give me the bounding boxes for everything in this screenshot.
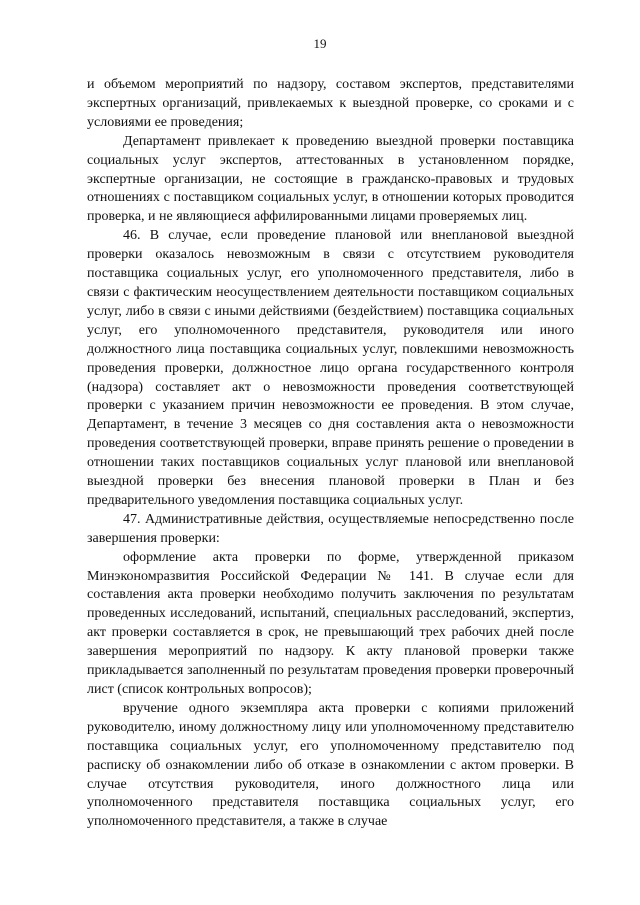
paragraph-act-delivery: вручение одного экземпляра акта проверки с копиями приложений руководителю, иному должностному лицу или уполномоченному представителю поставщика социальных услуг, его уполномоченному представителю под расписку об ознакомлении либо об отказе в ознакомлении с актом проверки. В случае отсутствия руководителя, иного должностного лица или уполномоченного представителя поставщика социальных услуг, его уполномоченного представителя, а также в случае [87,700,574,830]
page-number: 19 [313,36,327,51]
paragraph-item-47: 47. Административные действия, осуществляемые непосредственно после завершения проверки: [87,511,574,546]
paragraph-experts: Департамент привлекает к проведению выездной проверки поставщика социальных услуг экспертов, аттестованных в установленном порядке, экспертные организации, не состоящие в гражданско-правовых и трудовых отношениях с поставщиком социальных услуг, в отношении которых проводится проверка, и не являющиеся аффилированными лицами проверяемых лиц. [87,133,574,225]
document-body [87,76,574,832]
paragraph-act-form: оформление акта проверки по форме, утвержденной приказом Минэкономразвития Российской Федерации № 141. В случае если для составления акта проверки необходимо получить заключения по результатам проведенных исследований, испытаний, специальных расследований, экспертиз, акт проверки составляется в срок, не превышающий трех рабочих дней после завершения мероприятий по надзору. К акту плановой проверки также прикладывается заполненный по результатам проведения проверки проверочный лист (список контрольных вопросов); [87,549,574,697]
paragraph-continuation: и объемом мероприятий по надзору, составом экспертов, представителями экспертных организаций, привлекаемых к выездной проверке, со сроками и с условиями ее проведения; [87,77,574,130]
paragraph-item-46: 46. В случае, если проведение плановой или внеплановой выездной проверки оказалось невозможным в связи с отсутствием руководителя поставщика социальных услуг, его уполномоченного представителя, либо в связи с фактическим неосуществлением деятельности поставщиком социальных услуг, либо в связи с иными действиями (бездействием) поставщика социальных услуг, его уполномоченного представителя, руководителя или иного должностного лица поставщика социальных услуг, повлекшими невозможность проведения проверки, должностное лицо органа государственного контроля (надзора) составляет акт о невозможности проведения соответствующей проверки с указанием причин невозможности ее проведения. В этом случае, Департамент, в течение 3 месяцев со дня составления акта о невозможности проведения соответствующей проверки, вправе принять решение о проведении в отношении таких поставщиков социальных услуг плановой или внеплановой выездной проверки без внесения плановой проверки в План и без предварительного уведомления поставщика социальных услуг. [87,228,574,508]
